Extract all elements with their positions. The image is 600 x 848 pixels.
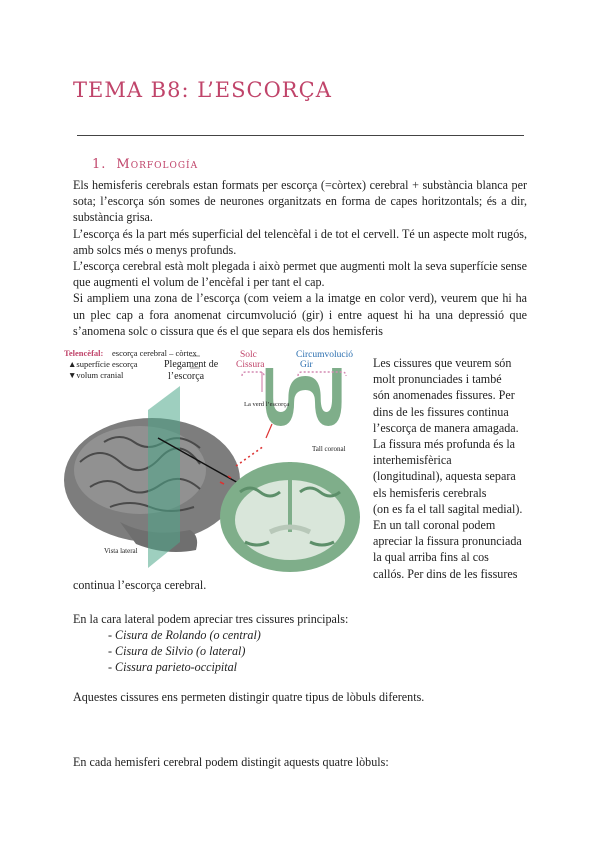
label-telencefal: Telencèfal: [64, 348, 104, 358]
label-plegament-2: l’escorça [168, 371, 205, 382]
cada-hemisferi-paragraph: En cada hemisferi cerebral podem distingit aquests quatre lòbuls: [73, 755, 389, 769]
label-circumvolucio: Circumvolució [296, 350, 353, 360]
section-number: 1. [92, 157, 107, 172]
label-gir: Gir [300, 360, 313, 370]
label-vista-lateral: Vista lateral [104, 547, 138, 555]
label-cissura: Cissura [236, 360, 265, 370]
side-line: En un tall coronal podem [373, 518, 496, 533]
label-plegament-1: Plegament de [164, 359, 219, 370]
side-line: són anomenades fissures. Per [373, 388, 515, 403]
label-volum: ▼volum cranial [68, 370, 124, 380]
list-item: - Cisura de Rolando (o central) [108, 628, 261, 642]
side-line: La fissura més profunda és la [373, 437, 516, 452]
section-title: Morfología [116, 157, 199, 172]
side-line: l’escorça de manera amagada. [373, 420, 519, 435]
side-line: dins de les fissures continua [373, 404, 509, 419]
side-line: molt pronunciades i també [373, 372, 502, 387]
side-line: els hemisferis cerebrals [373, 485, 487, 500]
label-superficie: ▲superfície escorça [68, 359, 138, 369]
list-item: - Cissura parieto-occipital [108, 660, 237, 675]
side-paragraph [373, 355, 527, 582]
label-superficie-text: superfície escorça [76, 359, 138, 369]
continuation-line: continua l’escorça cerebral. [73, 578, 207, 592]
paragraph-2: L’escorça és la part més superficial del telencèfal i de tot el cervell. Té un aspecte molt rugós, amb solcs més o menys profunds. [73, 226, 527, 257]
section-heading [92, 157, 198, 172]
title-divider [77, 135, 524, 136]
fissures-list [108, 627, 261, 676]
paragraph-1: Els hemisferis cerebrals estan formats per escorça (=còrtex) cerebral + substància blanca per sota; l’escorça són somes de neurones organitzats en forma de capes horitzontals; és a dir, substància grisa. [73, 178, 527, 225]
cortex-fold-detail [266, 368, 342, 426]
paragraph-4: Si ampliem una zona de l’escorça (com veiem a la imatge en color verd), veurem que hi ha un plec cap a fora anomenat circumvolució (gir) i entre aquest hi ha una depressió que s’anomena solc o cissura que és el que separa els dos hemisferis [73, 291, 527, 338]
side-line: (longitudinal), aquesta separa [373, 469, 516, 484]
list-item: - Cisura de Silvio (o lateral) [108, 644, 246, 659]
side-line: interhemisfèrica [373, 453, 452, 468]
label-solc: Solc [240, 350, 257, 360]
cortex-figure [60, 342, 368, 572]
label-volum-text: volum cranial [76, 370, 124, 380]
fissures-intro: En la cara lateral podem apreciar tres cissures principals: [73, 612, 349, 626]
coronal-plane [148, 386, 180, 568]
label-escorca-cortex: escorça cerebral – còrtex [112, 348, 197, 358]
side-line: (on es fa el tall sagital medial). [373, 501, 523, 516]
side-line: Les cissures que veurem són [373, 356, 512, 370]
side-line: la qual arriba fins al cos [373, 550, 489, 565]
lobuls-paragraph: Aquestes cissures ens permeten distingir quatre tipus de lòbuls diferents. [73, 690, 425, 704]
side-line: apreciar la fissura pronunciada [373, 534, 522, 549]
intro-paragraphs [73, 177, 527, 339]
label-tall-coronal: Tall coronal [312, 445, 346, 453]
side-line: callós. Per dins de les fissures [373, 566, 518, 581]
label-la-verd: La verd l’escorça [244, 401, 290, 408]
page-title: TEMA B8: L’ESCORÇA [73, 78, 332, 102]
paragraph-3: L’escorça cerebral està molt plegada i això permet que augmenti molt la seva superfície sense que augmenti el volum de l’encèfal i per tant el cap. [73, 259, 527, 290]
